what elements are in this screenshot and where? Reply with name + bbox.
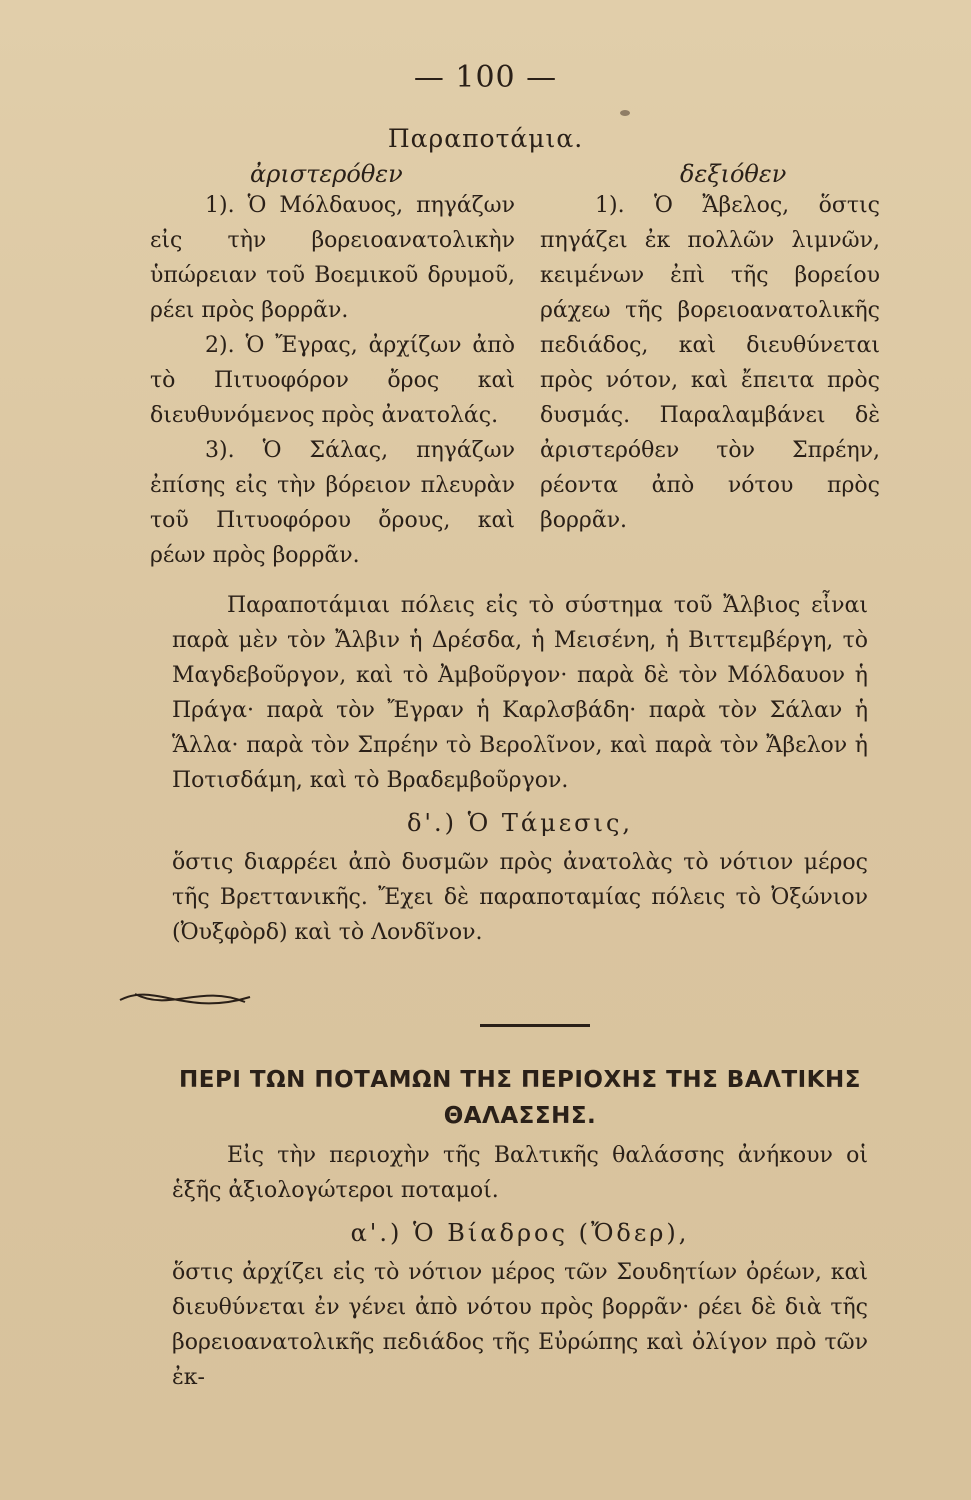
ink-spot [620,110,630,116]
thames-subheading: δ'.) Ὁ Τάμεσις, [406,809,634,837]
flourish-ornament [115,972,255,1022]
chapter-heading: ΠΕΡΙ ΤΩΝ ΠΟΤΑΜΩΝ ΤΗΣ ΠΕΡΙΟΧΗΣ ΤΗΣ ΒΑΛΤΙΚΗΣ ΘΑΛΑΣΣΗΣ. [179,1067,861,1129]
intro-paragraph: Εἰς τὴν περιοχὴν τῆς Βαλτικῆς θαλάσσης ἀνήκουν οἱ ἑξῆς ἀξιολογώτεροι ποταμοί. [172,1143,868,1203]
right-tributary-1: 1). Ὁ Ἄβελος, ὅστις πηγάζει ἐκ πολλῶν λιμνῶν, κειμένων ἐπὶ τῆς βορείου ράχεω τῆς βορειοανατολικῆς πεδιάδος, καὶ διευθύνεται πρὸς νότον, καὶ ἔπειτα πρὸς δυσμάς. Παραλαμβάνει δὲ ἀριστερόθεν τὸν Σπρέην, ρέοντα ἀπὸ νότου πρὸς βορρᾶν. [540,193,880,533]
left-column [150,188,515,573]
thames-paragraph: ὅστις διαρρέει ἀπὸ δυσμῶν πρὸς ἀνατολὰς τὸ νότιον μέρος τῆς Βρεττανικῆς. Ἔχει δὲ παραποταμίας πόλεις τὸ Ὀξώνιον (Ὀυξφὸρδ) καὶ τὸ Λονδῖνον. [172,850,868,945]
section-heading: Παραποτάμια. [387,124,584,153]
oder-subheading: α'.) Ὁ Βίαδρος (Ὄδερ), [350,1219,690,1247]
left-tributary-2: 2). Ὁ Ἔγρας, ἀρχίζων ἀπὸ τὸ Πιτυοφόρον ὄρος καὶ διευθυνόμενος πρὸς ἀνατολάς. [150,333,515,428]
page-number: — 100 — [413,60,558,95]
cities-paragraph: Παραποτάμιαι πόλεις εἰς τὸ σύστημα τοῦ Ἄλβιος εἶναι παρὰ μὲν τὸν Ἄλβιν ἡ Δρέσδα, ἡ Μεισένη, ἡ Βιττεμβέργη, τὸ Μαγδεβοῦργον, καὶ τὸ Ἀμβοῦργον· παρὰ δὲ τὸν Μόλδαυον ἡ Πράγα· παρὰ τὸν Ἔγραν ἡ Καρλσβάδη· παρὰ τὸν Σάλαν ἡ Ἅλλα· παρὰ τὸν Σπρέην τὸ Βερολῖνον, καὶ παρὰ τὸν Ἄβελον ἡ Ποτισδάμη, καὶ τὸ Βραδεμβοῦργον. [172,593,868,793]
right-column-heading: δεξιόθεν [680,160,787,188]
left-tributary-1: 1). Ὁ Μόλδαυος, πηγάζων εἰς τὴν βορειοανατολικὴν ὑπώρειαν τοῦ Βοεμικοῦ δρυμοῦ, ρέει πρὸς βορρᾶν. [150,193,515,323]
cities-text-block [172,588,868,950]
baltic-text-block [172,1138,868,1395]
oder-paragraph: ὅστις ἀρχίζει εἰς τὸ νότιον μέρος τῶν Σουδητίων ὀρέων, καὶ διευθύνεται ἐν γένει ἀπὸ νότου πρὸς βορρᾶν· ρέει δὲ διὰ τῆς βορειοανατολικῆς πεδιάδος τῆς Εὐρώπης καὶ ὀλίγον πρὸ τῶν ἐκ- [172,1260,868,1390]
left-tributary-3: 3). Ὁ Σάλας, πηγάζων ἐπίσης εἰς τὴν βόρειον πλευρὰν τοῦ Πιτυοφόρου ὄρους, καὶ ρέων πρὸς βορρᾶν. [150,438,515,568]
divider-rule [480,1024,590,1027]
left-column-heading: ἀριστερόθεν [250,160,403,188]
right-column [540,188,880,538]
